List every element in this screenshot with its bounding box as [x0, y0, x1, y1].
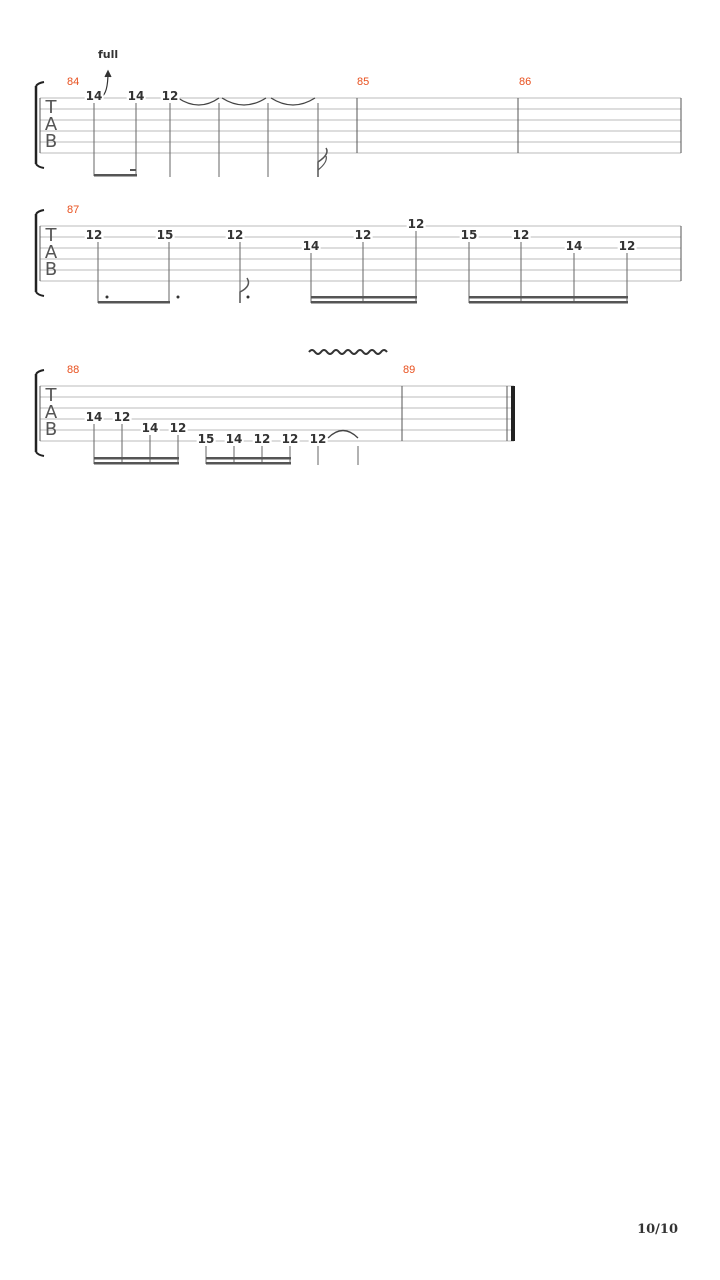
- fret-number: 14: [225, 432, 243, 446]
- dotted-rhythm-dots: [106, 296, 250, 299]
- fret-number: 12: [354, 228, 372, 242]
- fret-number: 14: [127, 89, 145, 103]
- final-barline: [511, 386, 515, 441]
- tab-staff-2: [0, 168, 720, 318]
- measure-number: 84: [67, 76, 80, 88]
- note-beams: [94, 457, 291, 465]
- tab-clef-b: B: [44, 131, 58, 152]
- fret-number: 12: [407, 217, 425, 231]
- tab-clef-t: T: [45, 225, 57, 246]
- note-flag: [240, 278, 248, 303]
- measure-number: 85: [357, 76, 370, 88]
- tie-arc: [328, 431, 358, 439]
- measure-number: 86: [519, 76, 532, 88]
- fret-number: 14: [85, 410, 103, 424]
- tab-clef-a: A: [44, 402, 58, 423]
- tab-clef-b: B: [44, 419, 58, 440]
- fret-number: 14: [85, 89, 103, 103]
- fret-number: 14: [565, 239, 583, 253]
- fret-number: 12: [169, 421, 187, 435]
- fret-number: 12: [253, 432, 271, 446]
- tab-clef-a: A: [44, 242, 58, 263]
- note-stems: [94, 103, 318, 177]
- fret-number: 12: [161, 89, 179, 103]
- fret-number: 15: [197, 432, 215, 446]
- measure-number: 89: [403, 364, 416, 376]
- tab-clef-a: A: [44, 114, 58, 135]
- fret-number: 15: [460, 228, 478, 242]
- tie-arcs: [178, 98, 315, 105]
- barlines: [40, 386, 507, 441]
- tab-clef-t: T: [45, 97, 57, 118]
- measure-number: 88: [67, 364, 80, 376]
- measure-number: 87: [67, 204, 80, 216]
- tab-clef-b: B: [44, 259, 58, 280]
- fret-number: 12: [309, 432, 327, 446]
- tab-system-3: [0, 328, 720, 478]
- fret-number: 14: [302, 239, 320, 253]
- fret-number: 12: [281, 432, 299, 446]
- tab-clef-t: T: [45, 385, 57, 406]
- tab-staff-3: [0, 328, 720, 478]
- page-number: 10/10: [637, 1222, 678, 1237]
- fret-number: 12: [512, 228, 530, 242]
- fret-number: 12: [113, 410, 131, 424]
- fret-number: 12: [226, 228, 244, 242]
- vibrato-marking: [309, 350, 387, 354]
- fret-number: 14: [141, 421, 159, 435]
- bend-label: full: [98, 48, 119, 61]
- fret-number: 15: [156, 228, 174, 242]
- tab-system-2: [0, 168, 720, 318]
- staff-lines: [40, 386, 514, 441]
- fret-number: 12: [85, 228, 103, 242]
- fret-number: 12: [618, 239, 636, 253]
